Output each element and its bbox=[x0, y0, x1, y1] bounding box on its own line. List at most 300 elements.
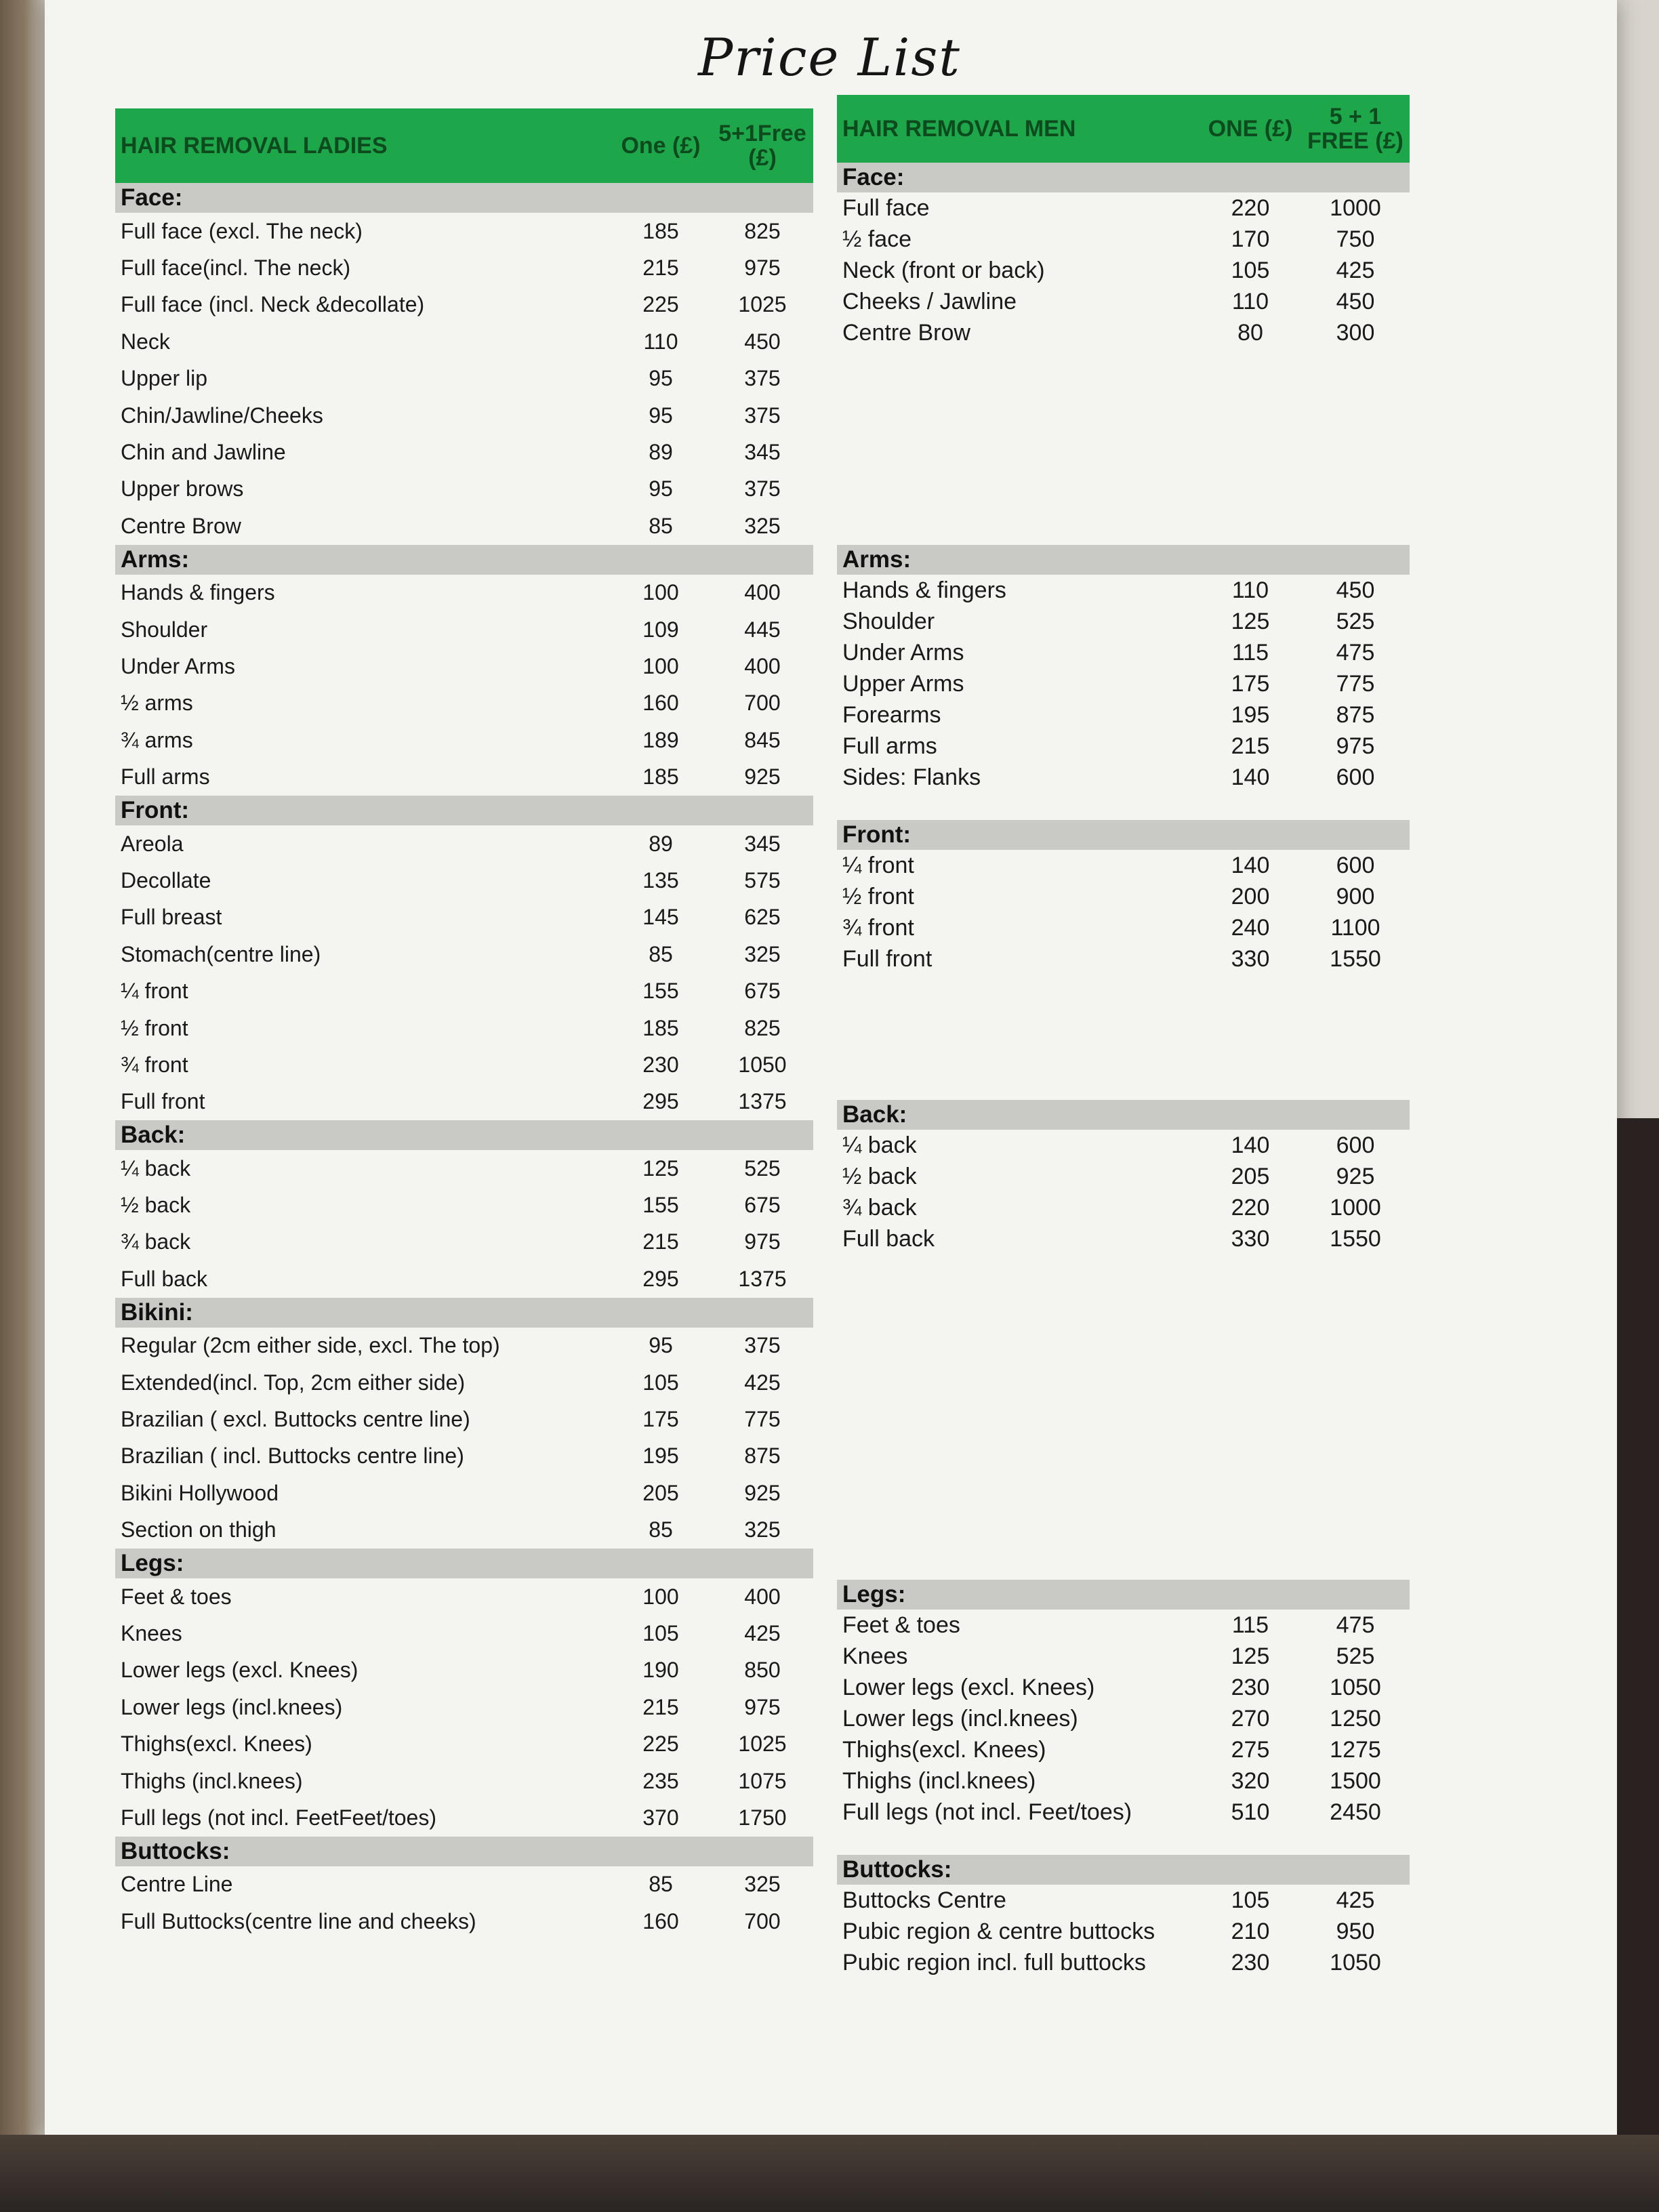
treatment-name: ½ back bbox=[121, 1193, 191, 1218]
treatment-name: Full face(incl. The neck) bbox=[121, 255, 351, 281]
treatment-name: Cheeks / Jawline bbox=[842, 288, 1017, 314]
price-five-plus-one: 450 bbox=[744, 329, 781, 354]
men-header-one: ONE (£) bbox=[1208, 116, 1293, 142]
price-one: 89 bbox=[649, 831, 673, 856]
price-one: 125 bbox=[642, 1155, 679, 1181]
section-heading: Buttocks: bbox=[837, 1855, 1410, 1885]
price-five-plus-one: 850 bbox=[744, 1658, 781, 1683]
section-heading: Legs: bbox=[115, 1549, 813, 1578]
price-row bbox=[837, 731, 1410, 762]
price-five-plus-one: 1050 bbox=[1330, 1674, 1381, 1700]
treatment-name: ¾ front bbox=[121, 1052, 188, 1077]
price-row bbox=[837, 255, 1410, 286]
price-row bbox=[115, 1652, 813, 1689]
treatment-name: ¼ back bbox=[842, 1132, 917, 1158]
treatment-name: Full face (excl. The neck) bbox=[121, 218, 363, 243]
price-row bbox=[837, 762, 1410, 793]
ladies-header-one: One (£) bbox=[621, 133, 701, 159]
price-five-plus-one: 975 bbox=[1336, 733, 1375, 759]
treatment-name: Chin/Jawline/Cheeks bbox=[121, 403, 323, 428]
price-five-plus-one: 675 bbox=[744, 979, 781, 1004]
price-one: 115 bbox=[1231, 639, 1269, 665]
price-one: 175 bbox=[642, 1407, 679, 1432]
price-five-plus-one: 2450 bbox=[1330, 1799, 1381, 1825]
treatment-name: Centre Line bbox=[121, 1872, 233, 1897]
price-five-plus-one: 600 bbox=[1336, 764, 1375, 790]
men-header-five: 5 + 1 FREE (£) bbox=[1307, 104, 1404, 154]
price-one: 105 bbox=[642, 1620, 679, 1645]
price-one: 185 bbox=[642, 1015, 679, 1040]
price-row bbox=[115, 361, 813, 397]
price-five-plus-one: 425 bbox=[744, 1370, 781, 1395]
price-row bbox=[837, 1130, 1410, 1161]
price-one: 330 bbox=[1231, 945, 1270, 972]
price-one: 215 bbox=[642, 255, 679, 281]
treatment-name: Regular (2cm either side, excl. The top) bbox=[121, 1333, 500, 1358]
treatment-name: Chin and Jawline bbox=[121, 440, 286, 465]
treatment-name: Upper lip bbox=[121, 366, 208, 391]
price-row bbox=[115, 1084, 813, 1120]
price-one: 145 bbox=[642, 905, 679, 930]
price-one: 110 bbox=[1231, 288, 1269, 314]
price-row bbox=[837, 1672, 1410, 1703]
price-row bbox=[837, 1192, 1410, 1223]
treatment-name: Knees bbox=[121, 1620, 182, 1645]
price-row bbox=[115, 323, 813, 360]
price-row bbox=[837, 850, 1410, 881]
price-five-plus-one: 1375 bbox=[738, 1089, 787, 1114]
treatment-name: Centre Brow bbox=[842, 319, 970, 346]
price-one: 95 bbox=[649, 403, 673, 428]
price-row bbox=[115, 1438, 813, 1475]
price-five-plus-one: 525 bbox=[1336, 1643, 1375, 1669]
price-one: 140 bbox=[1231, 764, 1270, 790]
section-heading: Arms: bbox=[837, 545, 1410, 575]
section-heading: Buttocks: bbox=[115, 1837, 813, 1866]
treatment-name: Knees bbox=[842, 1643, 908, 1669]
price-row bbox=[837, 192, 1410, 224]
treatment-name: Shoulder bbox=[842, 608, 935, 634]
section-gap bbox=[837, 1254, 1410, 1580]
treatment-name: Full arms bbox=[842, 733, 937, 759]
price-row bbox=[115, 611, 813, 648]
treatment-name: Under Arms bbox=[842, 639, 964, 665]
treatment-name: Thighs(excl. Knees) bbox=[121, 1732, 312, 1757]
section-gap bbox=[837, 348, 1410, 545]
price-row bbox=[837, 1797, 1410, 1828]
price-one: 270 bbox=[1231, 1705, 1270, 1732]
price-one: 215 bbox=[1231, 733, 1270, 759]
price-row bbox=[837, 606, 1410, 637]
price-one: 155 bbox=[642, 1193, 679, 1218]
section-gap bbox=[837, 975, 1410, 1100]
price-one: 190 bbox=[642, 1658, 679, 1683]
price-row bbox=[115, 972, 813, 1009]
price-row bbox=[115, 1866, 813, 1903]
price-row bbox=[115, 287, 813, 323]
price-five-plus-one: 425 bbox=[1336, 1887, 1375, 1913]
treatment-name: Neck bbox=[121, 329, 170, 354]
price-row bbox=[115, 1150, 813, 1187]
background-surface bbox=[1617, 1118, 1659, 2212]
ladies-header-five: 5+1Free (£) bbox=[718, 121, 806, 171]
price-five-plus-one: 600 bbox=[1336, 852, 1375, 878]
treatment-name: Full breast bbox=[121, 905, 222, 930]
price-five-plus-one: 475 bbox=[1336, 639, 1375, 665]
section-heading: Front: bbox=[115, 796, 813, 825]
price-five-plus-one: 1100 bbox=[1330, 914, 1380, 941]
price-one: 125 bbox=[1231, 1643, 1270, 1669]
price-five-plus-one: 375 bbox=[744, 366, 781, 391]
price-five-plus-one: 1750 bbox=[738, 1805, 787, 1830]
treatment-name: Buttocks Centre bbox=[842, 1887, 1006, 1913]
price-one: 230 bbox=[1231, 1674, 1270, 1700]
price-one: 220 bbox=[1231, 194, 1270, 221]
men-price-table bbox=[837, 95, 1410, 1978]
price-row bbox=[837, 1161, 1410, 1192]
treatment-name: Centre Brow bbox=[121, 513, 241, 538]
price-five-plus-one: 845 bbox=[744, 727, 781, 752]
price-five-plus-one: 375 bbox=[744, 476, 781, 501]
price-one: 115 bbox=[1231, 1612, 1269, 1638]
treatment-name: Pubic region incl. full buttocks bbox=[842, 1949, 1146, 1975]
price-one: 205 bbox=[1231, 1163, 1270, 1189]
price-five-plus-one: 700 bbox=[744, 691, 781, 716]
price-one: 95 bbox=[649, 366, 673, 391]
price-one: 220 bbox=[1231, 1194, 1270, 1221]
price-row bbox=[115, 508, 813, 544]
price-five-plus-one: 375 bbox=[744, 1333, 781, 1358]
price-five-plus-one: 750 bbox=[1336, 226, 1375, 252]
price-five-plus-one: 525 bbox=[744, 1155, 781, 1181]
price-row bbox=[115, 722, 813, 758]
price-five-plus-one: 1000 bbox=[1330, 1194, 1381, 1221]
treatment-name: Upper Arms bbox=[842, 670, 964, 697]
treatment-name: Full front bbox=[121, 1089, 205, 1114]
price-one: 235 bbox=[642, 1768, 679, 1793]
men-header-label: HAIR REMOVAL MEN bbox=[842, 116, 1076, 142]
treatment-name: Hands & fingers bbox=[121, 580, 275, 605]
price-five-plus-one: 400 bbox=[744, 653, 781, 678]
price-row bbox=[115, 1689, 813, 1725]
price-row bbox=[837, 575, 1410, 606]
price-row bbox=[837, 668, 1410, 699]
men-table-header bbox=[837, 95, 1410, 163]
treatment-name: ½ front bbox=[842, 883, 914, 909]
treatment-name: Areola bbox=[121, 831, 184, 856]
price-one: 195 bbox=[1231, 701, 1270, 728]
price-row bbox=[115, 249, 813, 286]
price-one: 160 bbox=[642, 691, 679, 716]
treatment-name: Thighs (incl.knees) bbox=[842, 1767, 1036, 1794]
price-one: 215 bbox=[642, 1229, 679, 1254]
treatment-name: ½ back bbox=[842, 1163, 917, 1189]
price-row bbox=[837, 637, 1410, 668]
price-five-plus-one: 925 bbox=[744, 764, 781, 790]
section-heading: Back: bbox=[837, 1100, 1410, 1130]
price-one: 140 bbox=[1231, 1132, 1270, 1158]
price-one: 195 bbox=[642, 1443, 679, 1469]
section-heading: Legs: bbox=[837, 1580, 1410, 1610]
price-five-plus-one: 775 bbox=[1336, 670, 1375, 697]
price-one: 185 bbox=[642, 218, 679, 243]
treatment-name: Pubic region & centre buttocks bbox=[842, 1918, 1155, 1944]
price-row bbox=[837, 1765, 1410, 1797]
price-row bbox=[837, 1641, 1410, 1672]
section-gap bbox=[837, 1828, 1410, 1855]
treatment-name: Full Buttocks(centre line and cheeks) bbox=[121, 1908, 476, 1933]
price-one: 160 bbox=[642, 1908, 679, 1933]
price-row bbox=[115, 1903, 813, 1940]
price-one: 200 bbox=[1231, 883, 1270, 909]
price-one: 510 bbox=[1231, 1799, 1270, 1825]
treatment-name: Under Arms bbox=[121, 653, 235, 678]
ladies-header-label: HAIR REMOVAL LADIES bbox=[121, 133, 388, 159]
price-one: 205 bbox=[642, 1480, 679, 1505]
price-five-plus-one: 1025 bbox=[738, 1732, 787, 1757]
price-row bbox=[115, 1578, 813, 1615]
price-one: 85 bbox=[649, 513, 673, 538]
treatment-name: ¼ front bbox=[121, 979, 188, 1004]
treatment-name: Lower legs (incl.knees) bbox=[842, 1705, 1078, 1732]
price-row bbox=[837, 1885, 1410, 1916]
section-heading: Back: bbox=[115, 1120, 813, 1150]
section-heading: Arms: bbox=[115, 545, 813, 575]
price-one: 100 bbox=[642, 653, 679, 678]
price-five-plus-one: 1000 bbox=[1330, 194, 1381, 221]
price-row bbox=[115, 1401, 813, 1437]
price-one: 100 bbox=[642, 1584, 679, 1609]
treatment-name: Full face bbox=[842, 194, 930, 221]
price-row bbox=[837, 1734, 1410, 1765]
price-row bbox=[115, 1615, 813, 1652]
price-five-plus-one: 975 bbox=[744, 255, 781, 281]
price-five-plus-one: 975 bbox=[744, 1229, 781, 1254]
price-one: 105 bbox=[642, 1370, 679, 1395]
price-row bbox=[837, 943, 1410, 975]
price-row bbox=[837, 286, 1410, 317]
price-five-plus-one: 950 bbox=[1336, 1918, 1375, 1944]
price-one: 110 bbox=[643, 329, 678, 354]
price-five-plus-one: 875 bbox=[1336, 701, 1375, 728]
price-five-plus-one: 375 bbox=[744, 403, 781, 428]
price-one: 105 bbox=[1231, 1887, 1270, 1913]
treatment-name: Full legs (not incl. FeetFeet/toes) bbox=[121, 1805, 436, 1830]
price-row bbox=[115, 862, 813, 899]
treatment-name: Lower legs (excl. Knees) bbox=[842, 1674, 1095, 1700]
price-five-plus-one: 625 bbox=[744, 905, 781, 930]
price-five-plus-one: 925 bbox=[1336, 1163, 1375, 1189]
treatment-name: Thighs(excl. Knees) bbox=[842, 1736, 1046, 1763]
price-row bbox=[837, 699, 1410, 731]
treatment-name: ½ face bbox=[842, 226, 912, 252]
price-row bbox=[837, 1223, 1410, 1254]
price-row bbox=[115, 758, 813, 795]
price-five-plus-one: 775 bbox=[744, 1407, 781, 1432]
treatment-name: Brazilian ( incl. Buttocks centre line) bbox=[121, 1443, 464, 1469]
price-five-plus-one: 675 bbox=[744, 1193, 781, 1218]
price-one: 100 bbox=[642, 580, 679, 605]
treatment-name: Sides: Flanks bbox=[842, 764, 981, 790]
treatment-name: Decollate bbox=[121, 867, 211, 893]
price-one: 140 bbox=[1231, 852, 1270, 878]
price-row bbox=[115, 434, 813, 470]
price-row bbox=[837, 1947, 1410, 1978]
section-heading: Front: bbox=[837, 820, 1410, 850]
price-five-plus-one: 1550 bbox=[1330, 945, 1381, 972]
price-one: 85 bbox=[649, 1517, 673, 1542]
price-one: 95 bbox=[649, 1333, 673, 1358]
price-five-plus-one: 345 bbox=[744, 440, 781, 465]
price-one: 370 bbox=[642, 1805, 679, 1830]
price-five-plus-one: 325 bbox=[744, 513, 781, 538]
price-one: 89 bbox=[649, 440, 673, 465]
price-one: 175 bbox=[1231, 670, 1270, 697]
price-one: 85 bbox=[649, 941, 673, 966]
price-one: 230 bbox=[642, 1052, 679, 1077]
treatment-name: Feet & toes bbox=[121, 1584, 232, 1609]
treatment-name: ¼ front bbox=[842, 852, 914, 878]
price-five-plus-one: 600 bbox=[1336, 1132, 1375, 1158]
price-row bbox=[115, 685, 813, 722]
price-row bbox=[115, 471, 813, 508]
price-row bbox=[837, 224, 1410, 255]
price-row bbox=[115, 575, 813, 611]
treatment-name: ¼ back bbox=[121, 1155, 191, 1181]
treatment-name: Feet & toes bbox=[842, 1612, 960, 1638]
price-five-plus-one: 300 bbox=[1336, 319, 1375, 346]
price-five-plus-one: 925 bbox=[744, 1480, 781, 1505]
treatment-name: Lower legs (incl.knees) bbox=[121, 1694, 343, 1719]
section-heading: Bikini: bbox=[115, 1298, 813, 1328]
price-five-plus-one: 700 bbox=[744, 1908, 781, 1933]
price-five-plus-one: 900 bbox=[1336, 883, 1375, 909]
page-title: Price List bbox=[698, 27, 961, 87]
price-one: 105 bbox=[1231, 257, 1270, 283]
price-five-plus-one: 450 bbox=[1336, 288, 1375, 314]
price-row bbox=[837, 881, 1410, 912]
price-row bbox=[115, 1364, 813, 1401]
price-one: 80 bbox=[1237, 319, 1263, 346]
treatment-name: Neck (front or back) bbox=[842, 257, 1045, 283]
section-heading: Face: bbox=[115, 183, 813, 213]
price-one: 95 bbox=[649, 476, 673, 501]
price-one: 225 bbox=[642, 1732, 679, 1757]
price-row bbox=[115, 397, 813, 434]
price-row bbox=[115, 936, 813, 972]
price-five-plus-one: 1075 bbox=[738, 1768, 787, 1793]
price-one: 320 bbox=[1231, 1767, 1270, 1794]
price-one: 210 bbox=[1231, 1918, 1270, 1944]
price-row bbox=[837, 1610, 1410, 1641]
price-one: 185 bbox=[642, 764, 679, 790]
price-five-plus-one: 325 bbox=[744, 941, 781, 966]
treatment-name: ¾ front bbox=[842, 914, 914, 941]
treatment-name: ¾ back bbox=[842, 1194, 917, 1221]
price-row bbox=[115, 899, 813, 936]
section-gap bbox=[837, 793, 1410, 820]
treatment-name: Brazilian ( excl. Buttocks centre line) bbox=[121, 1407, 470, 1432]
price-five-plus-one: 1025 bbox=[738, 292, 787, 317]
price-five-plus-one: 400 bbox=[744, 1584, 781, 1609]
treatment-name: Full face (incl. Neck &decollate) bbox=[121, 292, 425, 317]
price-five-plus-one: 400 bbox=[744, 580, 781, 605]
price-five-plus-one: 345 bbox=[744, 831, 781, 856]
treatment-name: Bikini Hollywood bbox=[121, 1480, 279, 1505]
price-one: 155 bbox=[642, 979, 679, 1004]
price-five-plus-one: 475 bbox=[1336, 1612, 1375, 1638]
price-one: 275 bbox=[1231, 1736, 1270, 1763]
price-row bbox=[115, 1799, 813, 1836]
price-five-plus-one: 1050 bbox=[1330, 1949, 1381, 1975]
price-one: 109 bbox=[642, 617, 679, 642]
price-five-plus-one: 425 bbox=[744, 1620, 781, 1645]
price-one: 295 bbox=[642, 1089, 679, 1114]
price-one: 135 bbox=[642, 867, 679, 893]
price-one: 85 bbox=[649, 1872, 673, 1897]
price-one: 125 bbox=[1231, 608, 1270, 634]
treatment-name: Full front bbox=[842, 945, 933, 972]
price-one: 295 bbox=[642, 1266, 679, 1291]
price-row bbox=[115, 1725, 813, 1762]
ladies-price-table bbox=[115, 108, 813, 1940]
treatment-name: Full back bbox=[842, 1225, 935, 1252]
treatment-name: Shoulder bbox=[121, 617, 208, 642]
treatment-name: ¾ back bbox=[121, 1229, 191, 1254]
treatment-name: Full arms bbox=[121, 764, 210, 790]
price-one: 110 bbox=[1231, 577, 1269, 603]
price-five-plus-one: 1375 bbox=[738, 1266, 787, 1291]
price-five-plus-one: 325 bbox=[744, 1872, 781, 1897]
price-row bbox=[837, 1916, 1410, 1947]
treatment-name: ½ arms bbox=[121, 691, 193, 716]
price-one: 189 bbox=[642, 727, 679, 752]
treatment-name: Forearms bbox=[842, 701, 941, 728]
price-five-plus-one: 875 bbox=[744, 1443, 781, 1469]
ladies-table-header bbox=[115, 108, 813, 183]
price-row bbox=[115, 1328, 813, 1364]
treatment-name: Full legs (not incl. Feet/toes) bbox=[842, 1799, 1132, 1825]
price-five-plus-one: 825 bbox=[744, 218, 781, 243]
price-one: 170 bbox=[1231, 226, 1270, 252]
price-row bbox=[115, 1187, 813, 1223]
price-row bbox=[115, 213, 813, 249]
price-five-plus-one: 325 bbox=[744, 1517, 781, 1542]
treatment-name: Thighs (incl.knees) bbox=[121, 1768, 303, 1793]
price-five-plus-one: 425 bbox=[1336, 257, 1375, 283]
price-row bbox=[115, 1010, 813, 1046]
treatment-name: Upper brows bbox=[121, 476, 244, 501]
price-row bbox=[115, 1512, 813, 1549]
price-one: 330 bbox=[1231, 1225, 1270, 1252]
treatment-name: Hands & fingers bbox=[842, 577, 1006, 603]
price-row bbox=[837, 1703, 1410, 1734]
background-surface-bottom bbox=[0, 2135, 1659, 2212]
price-five-plus-one: 525 bbox=[1336, 608, 1375, 634]
section-heading: Face: bbox=[837, 163, 1410, 192]
price-five-plus-one: 450 bbox=[1336, 577, 1375, 603]
price-one: 230 bbox=[1231, 1949, 1270, 1975]
price-five-plus-one: 575 bbox=[744, 867, 781, 893]
price-one: 240 bbox=[1231, 914, 1270, 941]
treatment-name: Extended(incl. Top, 2cm either side) bbox=[121, 1370, 466, 1395]
price-one: 215 bbox=[642, 1694, 679, 1719]
price-row bbox=[115, 1763, 813, 1799]
price-five-plus-one: 825 bbox=[744, 1015, 781, 1040]
price-five-plus-one: 1050 bbox=[738, 1052, 787, 1077]
price-five-plus-one: 1250 bbox=[1330, 1705, 1381, 1732]
price-five-plus-one: 1500 bbox=[1330, 1767, 1381, 1794]
